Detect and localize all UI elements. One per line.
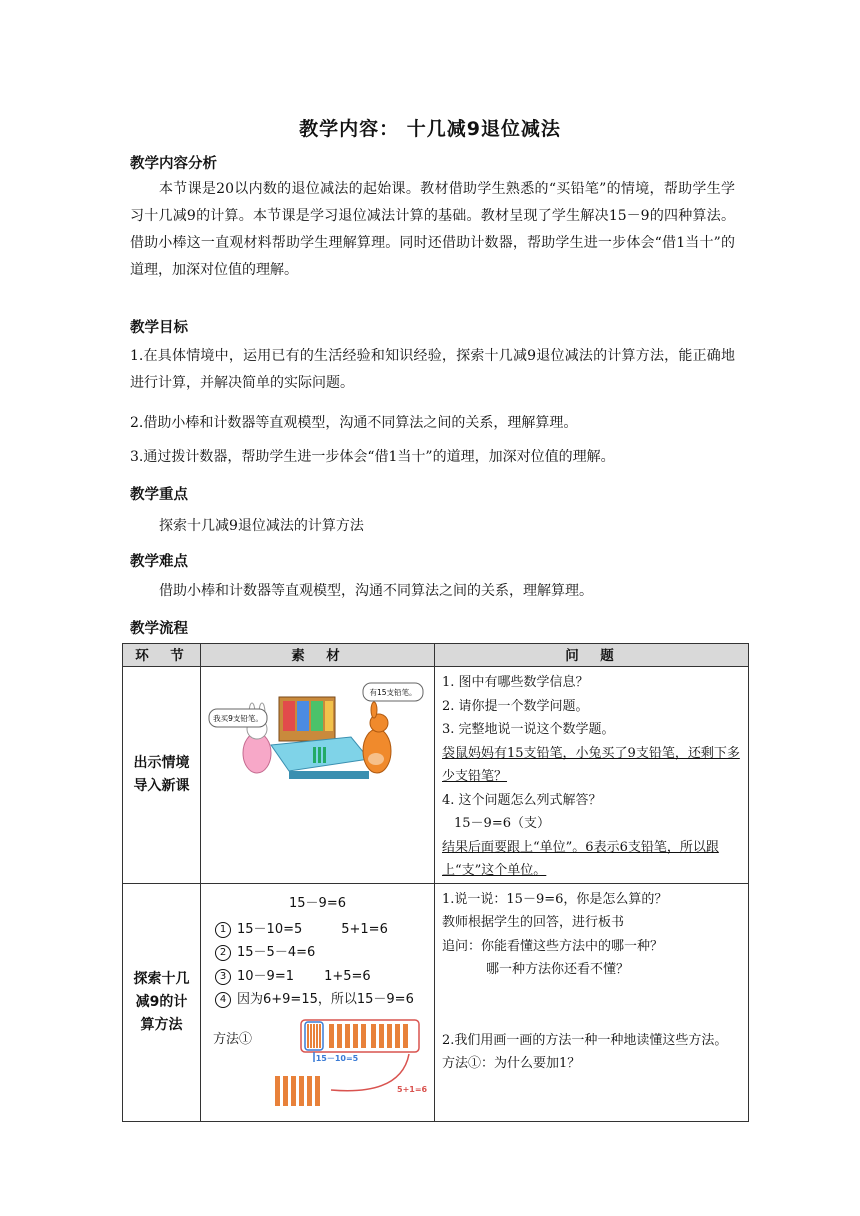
material-cell <box>201 667 435 884</box>
pencil-shop-illustration <box>201 667 433 787</box>
process-line-6: 方法①：为什么要加1？ <box>442 1056 581 1071</box>
bubble-left-text: 我买9支铅笔。 <box>213 714 263 723</box>
method-line <box>201 965 434 989</box>
method-text: 15－10=5 5+1=6 <box>237 921 388 937</box>
process-line-5: 2.我们用画一画的方法一种一种地读懂这些方法。 <box>442 1032 728 1048</box>
goals-heading: 教学目标 <box>130 320 188 336</box>
goal-2: 2.借助小棒和计数器等直观模型，沟通不同算法之间的关系，理解算理。 <box>130 415 578 431</box>
goal-3: 3.通过拨计数器，帮助学生进一步体会“借1当十”的道理，加深对位值的理解。 <box>130 449 615 465</box>
question-3: 3. 完整地说一说这个数学题。 <box>442 722 615 737</box>
bubble-right-text: 有15支铅笔。 <box>369 688 417 697</box>
process-line-1: 1.说一说：15－9=6，你是怎么算的？ <box>442 891 668 907</box>
stage-cell <box>123 667 201 884</box>
flow-table <box>122 643 749 1122</box>
question-4: 4. 这个问题怎么列式解答？ <box>442 792 602 808</box>
header-question: 问 题 <box>435 644 749 667</box>
table-row <box>123 883 749 1121</box>
method-line <box>201 988 434 1012</box>
key-text: 探索十几减9退位减法的计算方法 <box>159 518 364 534</box>
question-4-formula: 15－9=6（支） <box>454 816 550 831</box>
process-line-4: 哪一种方法你还看不懂？ <box>486 962 630 977</box>
method-number: 4 <box>215 992 231 1008</box>
difficulty-text: 借助小棒和计数器等直观模型，沟通不同算法之间的关系，理解算理。 <box>159 583 593 599</box>
question-4-answer: 结果后面要跟上“单位”。6表示6支铅笔，所以跟上“支”这个单位。 <box>442 839 719 878</box>
stage-label: 探索十几减9的计算方法 <box>133 970 190 1033</box>
method-text: 10－9=1 1+5=6 <box>237 968 371 984</box>
stage-cell <box>123 883 201 1121</box>
method-label: 方法① <box>213 1031 253 1047</box>
page-title: 教学内容： 十几减9退位减法 <box>299 118 561 140</box>
diagram-label-2: 5+1=6 <box>397 1084 428 1094</box>
method-line <box>201 918 434 942</box>
difficulty-heading: 教学难点 <box>130 554 188 570</box>
question-2: 2. 请你提一个数学问题。 <box>442 698 589 714</box>
process-line-3: 追问：你能看懂这些方法中的哪一种？ <box>442 938 664 954</box>
stage-label: 出示情境导入新课 <box>133 754 190 794</box>
method-number: 2 <box>215 945 231 961</box>
question-cell <box>435 883 749 1121</box>
process-line-2: 教师根据学生的回答，进行板书 <box>442 915 625 930</box>
key-heading: 教学重点 <box>130 487 188 503</box>
question-cell <box>435 667 749 884</box>
goal-1: 1.在具体情境中，运用已有的生活经验和知识经验，探索十几减9退位减法的计算方法，能正确地进行计算，并解决简单的实际问题。 <box>130 348 735 391</box>
question-1: 1. 图中有哪些数学信息？ <box>442 675 589 690</box>
question-3-answer: 袋鼠妈妈有15支铅笔，小兔买了9支铅笔，还剩下多少支铅笔？ <box>442 745 740 784</box>
method-number: 1 <box>215 922 231 938</box>
analysis-heading: 教学内容分析 <box>130 156 217 172</box>
header-material: 素 材 <box>201 644 435 667</box>
material-cell <box>201 883 435 1121</box>
analysis-text: 本节课是20以内数的退位减法的起始课。教材借助学生熟悉的“买铅笔”的情境，帮助学生学习十几减9的计算。本节课是学习退位减法计算的基础。教材呈现了学生解决15－9的四种算法。借助小棒这一直观材料帮助学生理解算理。同时还借助计数器，帮助学生进一步体会“借1当十”的道理，加深对位值的理解。 <box>130 181 735 278</box>
sticks-diagram <box>271 1018 431 1110</box>
header-stage: 环 节 <box>123 644 201 667</box>
method-text: 因为6+9=15，所以15－9=6 <box>237 992 414 1007</box>
table-row <box>123 667 749 884</box>
table-header-row <box>123 644 749 667</box>
method-number: 3 <box>215 969 231 985</box>
main-formula: 15－9=6 <box>289 895 346 911</box>
diagram-label-1: 15－10=5 <box>315 1053 359 1063</box>
flow-heading: 教学流程 <box>130 621 188 637</box>
method-text: 15－5－4=6 <box>237 945 316 960</box>
method-line <box>201 941 434 965</box>
